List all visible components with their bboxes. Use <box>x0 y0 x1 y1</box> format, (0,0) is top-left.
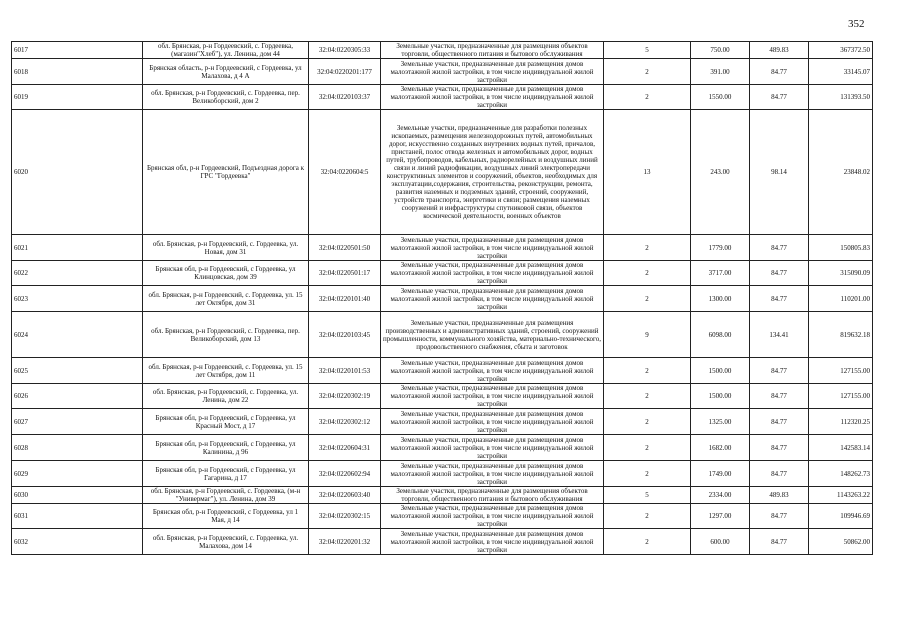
area-cell: 1325.00 <box>691 409 750 435</box>
address-cell: обл. Брянская, р-н Гордеевский, с. Гордеевка, пер. Великоборский, дом 13 <box>143 312 309 358</box>
table-row <box>12 42 873 59</box>
cadastral-number-cell: 32:04:0220103:37 <box>309 85 381 110</box>
cadastral-number-cell: 32:04:0220602:94 <box>309 461 381 487</box>
row-id: 6032 <box>12 529 143 555</box>
cadastral-number-cell: 32:04:0220302:19 <box>309 384 381 409</box>
cadastral-number-cell: 32:04:0220103:45 <box>309 312 381 358</box>
row-id: 6025 <box>12 358 143 384</box>
table-body <box>12 42 873 555</box>
rate-cell: 84.77 <box>750 384 809 409</box>
rate-cell: 84.77 <box>750 358 809 384</box>
rate-cell: 84.77 <box>750 504 809 529</box>
group-cell: 2 <box>604 409 691 435</box>
rate-cell: 84.77 <box>750 85 809 110</box>
row-id: 6029 <box>12 461 143 487</box>
rate-cell: 134.41 <box>750 312 809 358</box>
cadastral-number-cell: 32:04:0220603:40 <box>309 487 381 504</box>
area-cell: 1500.00 <box>691 384 750 409</box>
land-use-cell: Земельные участки, предназначенные для размещения домов малоэтажной жилой застройки, в том числе индивидуальной жилой застройки <box>381 409 604 435</box>
row-id: 6020 <box>12 110 143 235</box>
area-cell: 1550.00 <box>691 85 750 110</box>
group-cell: 2 <box>604 85 691 110</box>
land-use-cell: Земельные участки, предназначенные для размещения домов малоэтажной жилой застройки, в том числе индивидуальной жилой застройки <box>381 461 604 487</box>
row-id: 6019 <box>12 85 143 110</box>
group-cell: 2 <box>604 286 691 312</box>
row-id: 6021 <box>12 235 143 261</box>
value-cell: 109946.69 <box>809 504 873 529</box>
value-cell: 23848.02 <box>809 110 873 235</box>
area-cell: 1779.00 <box>691 235 750 261</box>
area-cell: 243.00 <box>691 110 750 235</box>
group-cell: 2 <box>604 261 691 286</box>
address-cell: обл. Брянская, р-н Гордеевский, с. Гордеевка, ул. Новая, дом 31 <box>143 235 309 261</box>
group-cell: 2 <box>604 504 691 529</box>
land-use-cell: Земельные участки, предназначенные для размещения производственных и административных зданий, строений, сооружений промышленности, коммунального хозяйства, материально-технического, продовольственного снабжения, сбыта и заготовок <box>381 312 604 358</box>
address-cell: обл. Брянская, р-н Гордеевский, с. Гордеевка, (м-н "Универмаг"), ул. Ленина, дом 39 <box>143 487 309 504</box>
group-cell: 5 <box>604 42 691 59</box>
value-cell: 110201.00 <box>809 286 873 312</box>
cadastral-number-cell: 32:04:0220302:12 <box>309 409 381 435</box>
address-cell: Брянская обл, р-н Гордеевский, с Гордеевка, ул Клинцовская, дом 39 <box>143 261 309 286</box>
value-cell: 819632.18 <box>809 312 873 358</box>
cadastral-number-cell: 32:04:0220201:32 <box>309 529 381 555</box>
row-id: 6030 <box>12 487 143 504</box>
rate-cell: 84.77 <box>750 286 809 312</box>
rate-cell: 84.77 <box>750 461 809 487</box>
land-use-cell: Земельные участки, предназначенные для размещения домов малоэтажной жилой застройки, в том числе индивидуальной жилой застройки <box>381 85 604 110</box>
table-row <box>12 235 873 261</box>
cadastral-number-cell: 32:04:0220604:31 <box>309 435 381 461</box>
table-row <box>12 435 873 461</box>
row-id: 6026 <box>12 384 143 409</box>
rate-cell: 84.77 <box>750 529 809 555</box>
address-cell: обл. Брянская, р-н Гордеевский, с. Гордеевка, (магазин"Хлеб"), ул. Ленина, дом 44 <box>143 42 309 59</box>
group-cell: 9 <box>604 312 691 358</box>
cadastral-number-cell: 32:04:0220101:53 <box>309 358 381 384</box>
address-cell: Брянская обл, р-н Гордеевский, с Гордеевка, ул Красный Мост, д 17 <box>143 409 309 435</box>
area-cell: 3717.00 <box>691 261 750 286</box>
rate-cell: 84.77 <box>750 59 809 85</box>
cadastral-number-cell: 32:04:0220501:17 <box>309 261 381 286</box>
value-cell: 112320.25 <box>809 409 873 435</box>
table-row <box>12 461 873 487</box>
group-cell: 2 <box>604 59 691 85</box>
row-id: 6023 <box>12 286 143 312</box>
land-use-cell: Земельные участки, предназначенные для размещения домов малоэтажной жилой застройки, в том числе индивидуальной жилой застройки <box>381 529 604 555</box>
table-row <box>12 487 873 504</box>
value-cell: 131393.50 <box>809 85 873 110</box>
land-use-cell: Земельные участки, предназначенные для размещения домов малоэтажной жилой застройки, в том числе индивидуальной жилой застройки <box>381 384 604 409</box>
row-id: 6028 <box>12 435 143 461</box>
cadastral-number-cell: 32:04:0220305:33 <box>309 42 381 59</box>
area-cell: 6098.00 <box>691 312 750 358</box>
land-use-cell: Земельные участки, предназначенные для размещения домов малоэтажной жилой застройки, в том числе индивидуальной жилой застройки <box>381 235 604 261</box>
address-cell: Брянская обл, р-н Гордеевский, Подъездная дорога к ГРС "Гордеевка" <box>143 110 309 235</box>
table-row <box>12 85 873 110</box>
area-cell: 391.00 <box>691 59 750 85</box>
rate-cell: 489.83 <box>750 487 809 504</box>
land-use-cell: Земельные участки, предназначенные для размещения объектов торговли, общественного питания и бытового обслуживания <box>381 42 604 59</box>
rate-cell: 98.14 <box>750 110 809 235</box>
area-cell: 600.00 <box>691 529 750 555</box>
area-cell: 1749.00 <box>691 461 750 487</box>
table-row <box>12 286 873 312</box>
value-cell: 127155.00 <box>809 358 873 384</box>
value-cell: 315090.09 <box>809 261 873 286</box>
rate-cell: 84.77 <box>750 409 809 435</box>
area-cell: 1297.00 <box>691 504 750 529</box>
address-cell: обл. Брянская, р-н Гордеевский, с. Гордеевка, пер. Великоборский, дом 2 <box>143 85 309 110</box>
table-row <box>12 358 873 384</box>
area-cell: 750.00 <box>691 42 750 59</box>
table-row <box>12 409 873 435</box>
value-cell: 1143263.22 <box>809 487 873 504</box>
row-id: 6017 <box>12 42 143 59</box>
address-cell: Брянская обл, р-н Гордеевский, с Гордеевка, ул 1 Мая, д 14 <box>143 504 309 529</box>
address-cell: Брянская обл, р-н Гордеевский, с Гордеевка, ул Гагарина, д 17 <box>143 461 309 487</box>
row-id: 6024 <box>12 312 143 358</box>
table-row <box>12 529 873 555</box>
table-row <box>12 504 873 529</box>
cadastral-number-cell: 32:04:0220501:50 <box>309 235 381 261</box>
rate-cell: 84.77 <box>750 261 809 286</box>
address-cell: Брянская область, р-н Гордеевский, с Гордеевка, ул Малахова, д 4 А <box>143 59 309 85</box>
page-number: 352 <box>848 18 865 30</box>
land-use-cell: Земельные участки, предназначенные для размещения домов малоэтажной жилой застройки, в том числе индивидуальной жилой застройки <box>381 435 604 461</box>
group-cell: 2 <box>604 235 691 261</box>
value-cell: 367372.50 <box>809 42 873 59</box>
row-id: 6027 <box>12 409 143 435</box>
cadastral-number-cell: 32:04:0220101:40 <box>309 286 381 312</box>
rate-cell: 489.83 <box>750 42 809 59</box>
table-row <box>12 59 873 85</box>
value-cell: 150805.83 <box>809 235 873 261</box>
area-cell: 1300.00 <box>691 286 750 312</box>
land-use-cell: Земельные участки, предназначенные для размещения домов малоэтажной жилой застройки, в том числе индивидуальной жилой застройки <box>381 504 604 529</box>
address-cell: обл. Брянская, р-н Гордеевский, с. Гордеевка, ул. Ленина, дом 22 <box>143 384 309 409</box>
table-row <box>12 261 873 286</box>
area-cell: 1682.00 <box>691 435 750 461</box>
cadastral-number-cell: 32:04:0220604:5 <box>309 110 381 235</box>
table-row <box>12 312 873 358</box>
table-row <box>12 384 873 409</box>
group-cell: 5 <box>604 487 691 504</box>
address-cell: обл. Брянская, р-н Гордеевский, с. Гордеевка, ул. Малахова, дом 14 <box>143 529 309 555</box>
table-row <box>12 110 873 235</box>
rate-cell: 84.77 <box>750 435 809 461</box>
row-id: 6031 <box>12 504 143 529</box>
land-registry-table <box>11 41 873 555</box>
address-cell: обл. Брянская, р-н Гордеевский, с. Гордеевка, ул. 15 лет Октября, дом 11 <box>143 358 309 384</box>
cadastral-number-cell: 32:04:0220201:177 <box>309 59 381 85</box>
group-cell: 2 <box>604 529 691 555</box>
value-cell: 148262.73 <box>809 461 873 487</box>
value-cell: 50862.00 <box>809 529 873 555</box>
value-cell: 33145.07 <box>809 59 873 85</box>
land-use-cell: Земельные участки, предназначенные для размещения домов малоэтажной жилой застройки, в том числе индивидуальной жилой застройки <box>381 286 604 312</box>
group-cell: 13 <box>604 110 691 235</box>
row-id: 6018 <box>12 59 143 85</box>
group-cell: 2 <box>604 461 691 487</box>
rate-cell: 84.77 <box>750 235 809 261</box>
row-id: 6022 <box>12 261 143 286</box>
group-cell: 2 <box>604 384 691 409</box>
land-use-cell: Земельные участки, предназначенные для размещения домов малоэтажной жилой застройки, в том числе индивидуальной жилой застройки <box>381 59 604 85</box>
address-cell: Брянская обл, р-н Гордеевский, с Гордеевка, ул Калинина, д 96 <box>143 435 309 461</box>
land-use-cell: Земельные участки, предназначенные для размещения объектов торговли, общественного питания и бытового обслуживания <box>381 487 604 504</box>
land-use-cell: Земельные участки, предназначенные для размещения домов малоэтажной жилой застройки, в том числе индивидуальной жилой застройки <box>381 261 604 286</box>
area-cell: 2334.00 <box>691 487 750 504</box>
value-cell: 142583.14 <box>809 435 873 461</box>
address-cell: обл. Брянская, р-н Гордеевский, с. Гордеевка, ул. 15 лет Октября, дом 31 <box>143 286 309 312</box>
value-cell: 127155.00 <box>809 384 873 409</box>
group-cell: 2 <box>604 435 691 461</box>
land-use-cell: Земельные участки, предназначенные для разработки полезных ископаемых, размещения железнодорожных путей, автомобильных дорог, искусственно созданных внутренних водных путей, причалов, пристаней, полос отвода железных и автомобильных дорог, водных путей, трубопроводов, кабельных, радиорелейных и воздушных линий связи и линий радиофикации, воздушных линий электропередачи конструктивных элементов и сооружений, объектов, необходимых для эксплуатации,содержания, строительства, реконструкции, ремонта, развития наземных и подземных зданий, строений, сооружений, устройств транспорта, энергетики и связи; размещения наземных сооружений и инфраструктуры спутниковой связи, объектов космической деятельности, военных объектов <box>381 110 604 235</box>
area-cell: 1500.00 <box>691 358 750 384</box>
cadastral-number-cell: 32:04:0220302:15 <box>309 504 381 529</box>
land-use-cell: Земельные участки, предназначенные для размещения домов малоэтажной жилой застройки, в том числе индивидуальной жилой застройки <box>381 358 604 384</box>
group-cell: 2 <box>604 358 691 384</box>
